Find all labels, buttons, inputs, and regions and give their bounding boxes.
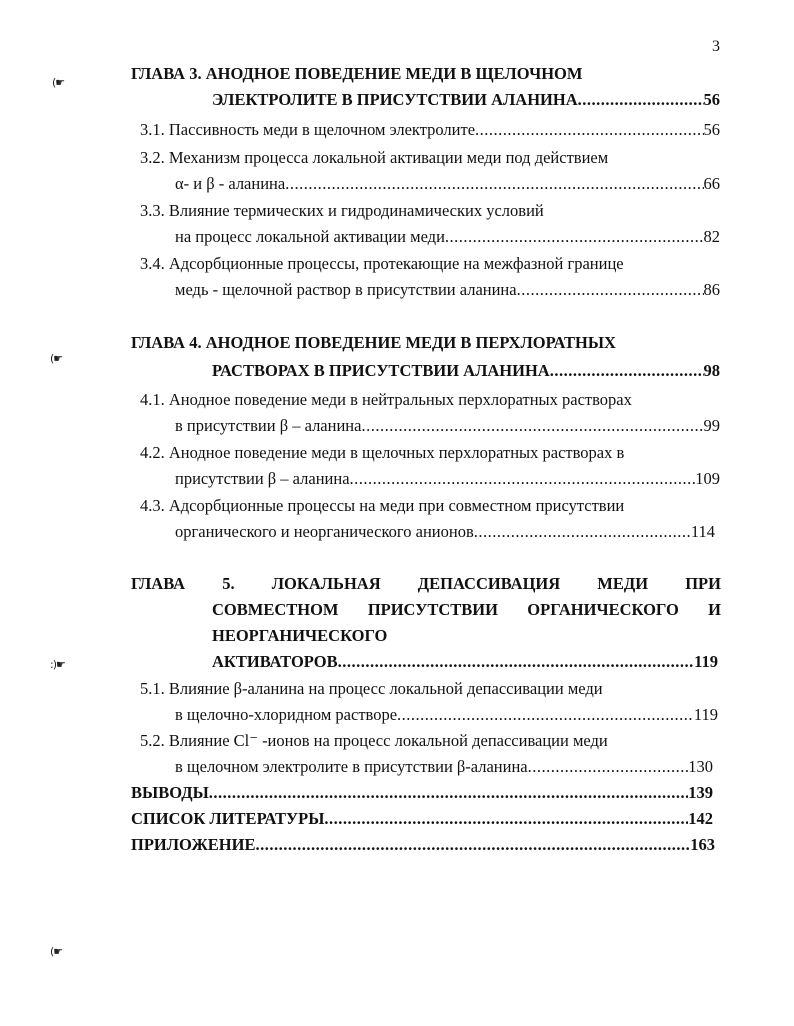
toc-entry-3-1 — [140, 120, 720, 140]
toc-entry-4-1-line1: 4.1. Анодное поведение меди в нейтральных перхлоратных растворах — [140, 390, 632, 409]
toc-entry-title: в щелочном электролите в присутствии β-аланина — [175, 757, 528, 776]
margin-mark: (☛ — [50, 352, 63, 365]
toc-entry-3-2 — [175, 174, 720, 194]
chapter5-title-line4 — [212, 652, 718, 672]
title-word: ПРИ — [685, 574, 721, 593]
chapter3-title-text: ЭЛЕКТРОЛИТЕ В ПРИСУТСТВИИ АЛАНИНА — [212, 90, 578, 109]
title-word: ДЕПАССИВАЦИЯ — [417, 574, 561, 593]
toc-entry-title: α- и β - аланина — [175, 174, 286, 193]
toc-entry-title: органического и неорганического анионов — [175, 522, 474, 541]
toc-entry-5-2 — [175, 757, 713, 777]
chapter5-title-line1 — [131, 574, 721, 594]
leader-dots — [528, 757, 689, 777]
chapter5-title-line3: НЕОРГАНИЧЕСКОГО — [212, 626, 388, 645]
toc-entry-3-3 — [175, 227, 720, 247]
title-word: СОВМЕСТНОМ — [212, 600, 339, 619]
toc-entry-4-3 — [175, 522, 715, 542]
leader-dots — [338, 652, 695, 672]
leader-dots — [361, 416, 703, 436]
toc-entry-page: 66 — [703, 174, 720, 193]
margin-mark: (☛ — [52, 76, 65, 89]
toc-entry-page: 139 — [688, 783, 713, 802]
title-word: МЕДИ — [597, 574, 649, 593]
chapter3-title-line2 — [212, 90, 720, 110]
toc-entry-3-4 — [175, 280, 720, 300]
leader-dots — [445, 227, 704, 247]
toc-entry-4-1 — [175, 416, 720, 436]
toc-entry-3-3-line1: 3.3. Влияние термических и гидродинамических условий — [140, 201, 544, 220]
toc-entry-title: медь - щелочной раствор в присутствии аланина — [175, 280, 517, 299]
chapter4-title-text: РАСТВОРАХ В ПРИСУТСТВИИ АЛАНИНА — [212, 361, 550, 380]
toc-entry-title: в щелочно-хлоридном растворе — [175, 705, 398, 724]
chapter4-page: 98 — [703, 361, 720, 380]
toc-entry-5-1 — [175, 705, 718, 725]
toc-entry-5-2-line1: 5.2. Влияние Cl⁻ -ионов на процесс локальной депассивации меди — [140, 731, 608, 750]
toc-entry-4-2 — [175, 469, 720, 489]
leader-dots — [324, 809, 688, 829]
leader-dots — [474, 522, 691, 542]
title-word: ЛОКАЛЬНАЯ — [271, 574, 381, 593]
toc-entry-title: 3.1. Пассивность меди в щелочном электролите — [140, 120, 476, 139]
toc-entry-3-4-line1: 3.4. Адсорбционные процессы, протекающие на межфазной границе — [140, 254, 624, 273]
toc-entry-title: СПИСОК ЛИТЕРАТУРЫ — [131, 809, 325, 828]
toc-entry-4-3-line1: 4.3. Адсорбционные процессы на меди при совместном присутствии — [140, 496, 625, 515]
toc-entry-5-1-line1: 5.1. Влияние β-аланина на процесс локальной депассивации меди — [140, 679, 603, 698]
page-number: 3 — [712, 38, 720, 55]
leader-dots — [209, 783, 688, 803]
toc-entry-page: 130 — [688, 757, 713, 776]
title-word: ПРИСУТСТВИИ — [367, 600, 498, 619]
chapter3-page: 56 — [703, 90, 720, 109]
toc-entry-page: 119 — [693, 705, 718, 724]
chapter4-title-line1: ГЛАВА 4. АНОДНОЕ ПОВЕДЕНИЕ МЕДИ В ПЕРХЛОРАТНЫХ — [131, 333, 616, 352]
toc-appendix — [131, 835, 715, 855]
leader-dots — [475, 120, 703, 140]
toc-entry-page: 163 — [690, 835, 715, 854]
toc-entry-title: на процесс локальной активации меди — [175, 227, 445, 246]
leader-dots — [397, 705, 694, 725]
title-word: 5. — [222, 574, 235, 593]
leader-dots — [350, 469, 696, 489]
title-word: ОРГАНИЧЕСКОГО — [527, 600, 679, 619]
leader-dots — [550, 361, 704, 381]
leader-dots — [578, 90, 704, 110]
chapter4-title-line2 — [212, 361, 720, 381]
chapter5-page: 119 — [694, 652, 718, 671]
toc-entry-title: ПРИЛОЖЕНИЕ — [131, 835, 256, 854]
toc-entry-page: 114 — [690, 522, 715, 541]
title-word: ГЛАВА — [131, 574, 186, 593]
leader-dots — [255, 835, 690, 855]
toc-entry-page: 99 — [703, 416, 720, 435]
chapter5-title-text: АКТИВАТОРОВ — [212, 652, 338, 671]
toc-entry-title: ВЫВОДЫ — [131, 783, 209, 802]
toc-conclusions — [131, 783, 713, 803]
toc-entry-page: 109 — [695, 469, 720, 488]
toc-entry-title: присутствии β – аланина — [175, 469, 350, 488]
toc-entry-page: 82 — [703, 227, 720, 246]
toc-entry-title: в присутствии β – аланина — [175, 416, 362, 435]
toc-entry-page: 86 — [703, 280, 720, 299]
margin-mark: (☛ — [50, 945, 63, 958]
toc-entry-3-2-line1: 3.2. Механизм процесса локальной активации меди под действием — [140, 148, 609, 167]
chapter5-title-line2 — [212, 600, 721, 620]
toc-entry-4-2-line1: 4.2. Анодное поведение меди в щелочных перхлоратных растворах в — [140, 443, 625, 462]
toc-references — [131, 809, 713, 829]
toc-entry-page: 56 — [703, 120, 720, 139]
chapter3-title-line1: ГЛАВА 3. АНОДНОЕ ПОВЕДЕНИЕ МЕДИ В ЩЕЛОЧНОМ — [131, 64, 583, 83]
leader-dots — [517, 280, 704, 300]
toc-entry-page: 142 — [688, 809, 713, 828]
leader-dots — [285, 174, 703, 194]
margin-mark: :)☛ — [50, 658, 65, 671]
title-word: И — [708, 600, 721, 619]
